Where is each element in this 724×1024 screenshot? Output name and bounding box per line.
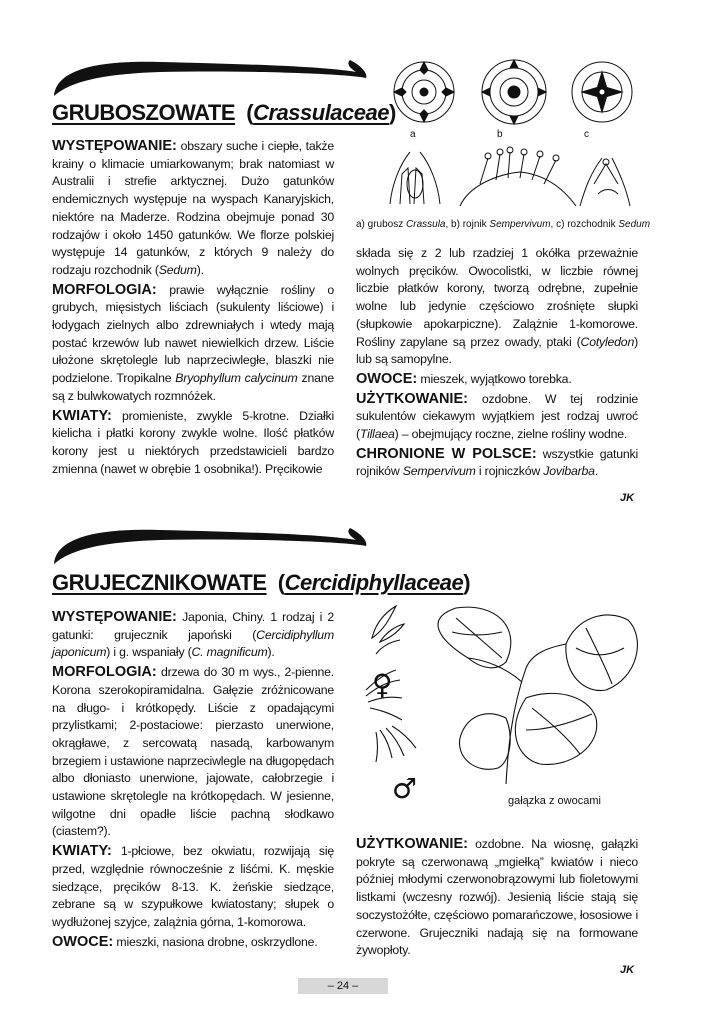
paren-close-2: ) (463, 570, 471, 595)
text-owoce-2: mieszki, nasiona drobne, oskrzydlone. (113, 934, 318, 949)
text-owoce: mieszek, wyjątkowo torebka. (417, 371, 572, 386)
heading-kwiaty: KWIATY: (52, 407, 112, 424)
section2-right-column (356, 836, 638, 960)
section1-right-column (356, 245, 638, 481)
section-title-cercidiphyllaceae (52, 570, 470, 596)
family-latin-name-2: Cercidiphyllaceae (284, 570, 464, 595)
section1-left-column (52, 138, 334, 478)
paragraph-uzytkowanie-2 (356, 836, 638, 960)
text-morfologia-2: drzewa do 30 m wys., 2-pienne. Korona szerokopiramidalna. Gałęzie zróżnicowane na długo- i krótkopędy. Liście z opadającymi przylistkami; 2-postaciowe: pierzasto unerwione, okrągławe, z sercowatą nasadą, karbowanym brzegiem i ustawione naprzeciwlegle na długopędach albo dłoniasto unerwione, jajowate, całobrzegie i ustawione skrętolegle na krótkopędach. W jesienne, wilgotne dni opadłe liście pachną słodkawo (ciastem?). (52, 665, 334, 839)
latin-tillaea: Tillaea (359, 427, 395, 442)
heading-kwiaty-2: KWIATY: (52, 843, 112, 860)
text-chronione: wszystkie gatunki rojników (356, 446, 638, 479)
text-precikowie-end: ) lub są samopylne. (356, 334, 638, 367)
heading-owoce: OWOCE: (356, 370, 418, 387)
header-swoosh-decoration (50, 52, 370, 100)
paren-open-2: ( (277, 570, 285, 595)
latin-jovibarba: Jovibarba (543, 464, 595, 479)
text-precikowie: składa się z 2 lub rzadziej 1 okółka przeważnie wolnych pręcików. Owocolistki, w liczbie równej liczbie płatków korony, tworzą odrębne, zupełnie wolne lub jedynie częściowo zrośnięte słupki (słupkowie apokarpiczne). Zalążnie 1-komorowe. Rośliny zapylane są przez owady, ptaki ( (356, 246, 638, 349)
flower-drawings-figure (380, 144, 640, 212)
paragraph-uzytkowanie (356, 391, 638, 444)
caption-latin-crassula: Crassula (406, 219, 446, 230)
text-wystepowanie-2: Japonia, Chiny. 1 rodzaj i 2 gatunki: grujecznik japoński ( (52, 610, 334, 642)
text-wystepowanie-2-end: ). (267, 645, 275, 660)
floral-diagram-c (572, 62, 632, 122)
family-latin-name: Crassulaceae (253, 100, 389, 125)
text-chronione-mid: i rojniczków (475, 464, 544, 479)
latin-sedum: Sedum (158, 262, 197, 277)
text-wystepowanie-end: ). (196, 262, 204, 277)
paragraph-owoce-2 (52, 934, 334, 952)
heading-wystepowanie-2: WYSTĘPOWANIE: (52, 609, 177, 625)
paragraph-morfologia-2 (52, 664, 334, 841)
heading-uzytkowanie-2: UŻYTKOWANIE: (356, 836, 468, 852)
author-signature-2: JK (620, 964, 635, 976)
caption-part-c: , c) rozchodnik (550, 219, 619, 230)
paragraph-kwiaty-2 (52, 843, 334, 932)
paragraph-chronione (356, 446, 638, 481)
section-title-crassulaceae (52, 100, 396, 126)
latin-cotyledon: Cotyledon (580, 334, 635, 349)
paragraph-precikowie-cont (356, 245, 638, 369)
text-wystepowanie: obszary suche i ciepłe, także krainy o klimacie umiarkowanym; brak natomiast w Australii i strefie arktycznej. Dużo gatunków endemicznych występuje na wyspach Kanaryjskich, niektóre na Maderze. Rodzina obejmuje ponad 30 rodzajów i około 1450 gatunków. We florze polskiej występuje 14 gatunków, z których 9 należy do rodzaju rozchodnik ( (52, 139, 334, 277)
text-kwiaty-2: 1-płciowe, bez okwiatu, rozwijają się przed, względnie równocześnie z liśćmi. K. męskie siedzące, pręcików 8-13. K. żeńskie siedzące, zebrane są w szypułkowe kwiatostany; słupek o wydłużonej szyjce, zalążnia górna, 1-komorowa. (52, 844, 334, 929)
text-uzytkowanie-2: ozdobne. Na wiosnę, gałązki pokryte są czerwonawą „mgiełką” kwiatów i nieco później młodymi czerwonobrązowymi lub fioletowymi listkami (wczesny rozwój). Jesienią liście stają się soczystożółte, częściowo pomarańczowe, łososiowe i czerwone. Grujeczniki nadają się na formowane żywopłoty. (356, 837, 638, 958)
page-number: – 24 – (298, 978, 388, 994)
paragraph-wystepowanie (52, 138, 334, 280)
figure-letter-b: b (497, 129, 503, 140)
figure-caption-crassulaceae (356, 219, 650, 230)
paren-open: ( (246, 100, 254, 125)
paragraph-morfologia (52, 282, 334, 406)
paren-close: ) (388, 100, 396, 125)
family-name: GRUBOSZOWATE (52, 100, 236, 125)
heading-chronione: CHRONIONE W POLSCE: (356, 445, 537, 462)
paragraph-owoce (356, 371, 638, 389)
figure-caption-branch: gałązka z owocami (508, 795, 601, 807)
latin-bryophyllum: Bryophyllum calycinum (175, 371, 298, 386)
family-name-2: GRUJECZNIKOWATE (52, 570, 267, 595)
caption-part-b: , b) rojnik (445, 219, 490, 230)
paragraph-kwiaty (52, 408, 334, 479)
text-uzytkowanie: ozdobne. W tej rodzinie sukulentów ciekawym wyjątkiem jest rodzaj uwroć ( (356, 391, 638, 442)
paragraph-wystepowanie-2 (52, 609, 334, 662)
figure-letter-c: c (584, 129, 589, 140)
heading-morfologia-2: MORFOLOGIA: (52, 664, 157, 681)
male-symbol: ♂ (392, 772, 418, 805)
section2-left-column (52, 609, 334, 951)
caption-part-a: a) grubosz (356, 219, 407, 230)
latin-cercidiphyllum: Cercidiphyllum japonicum (52, 627, 334, 660)
text-chronione-end: . (594, 464, 599, 479)
heading-wystepowanie: WYSTĘPOWANIE: (52, 138, 177, 154)
text-uzytkowanie-end: ) – obejmujący roczne, zielne rośliny wodne. (394, 427, 628, 442)
author-signature-1: JK (620, 492, 635, 504)
header-swoosh-decoration-2 (50, 520, 370, 568)
text-morfologia: prawie wyłącznie rośliny o grubych, mięsistych liściach (sukulenty liściowe) i łodygach zielnych albo zdrewniałych i wtedy mają postać krzewów lub nawet niewielkich drzew. Liście ułożone skrętolegle lub naprzeciwległe, blaszki nie podzielone. Tropikalne (52, 282, 334, 386)
floral-diagram-b (482, 60, 546, 124)
branch-with-fruits-drawing (356, 598, 646, 792)
caption-latin-sempervivum: Sempervivum (489, 219, 551, 230)
latin-c-magnificum: C. magnificum (191, 645, 268, 660)
text-wystepowanie-2-mid: ) i g. wspaniały ( (106, 645, 192, 660)
heading-owoce-2: OWOCE: (52, 933, 114, 950)
latin-sempervivum: Sempervivum (402, 464, 476, 479)
heading-morfologia: MORFOLOGIA: (52, 281, 157, 298)
female-symbol: ♀ (372, 668, 393, 701)
text-kwiaty: promieniste, zwykle 5-krotne. Działki kielicha i płatki korony zwykle wolne. Ilość płatków korony jest u niektórych przedstawicieli bardzo zmienna (nawet w obrębie 1 osobnika!). Pręcikowie (52, 408, 334, 476)
caption-latin-sedum: Sedum (618, 219, 651, 230)
floral-diagrams-figure (384, 56, 642, 130)
heading-uzytkowanie: UŻYTKOWANIE: (356, 390, 468, 407)
floral-diagram-a (394, 62, 454, 122)
figure-letter-a: a (410, 129, 416, 140)
text-morfologia-end: znane są z bulwkowatych rozmnóżek. (52, 371, 334, 403)
